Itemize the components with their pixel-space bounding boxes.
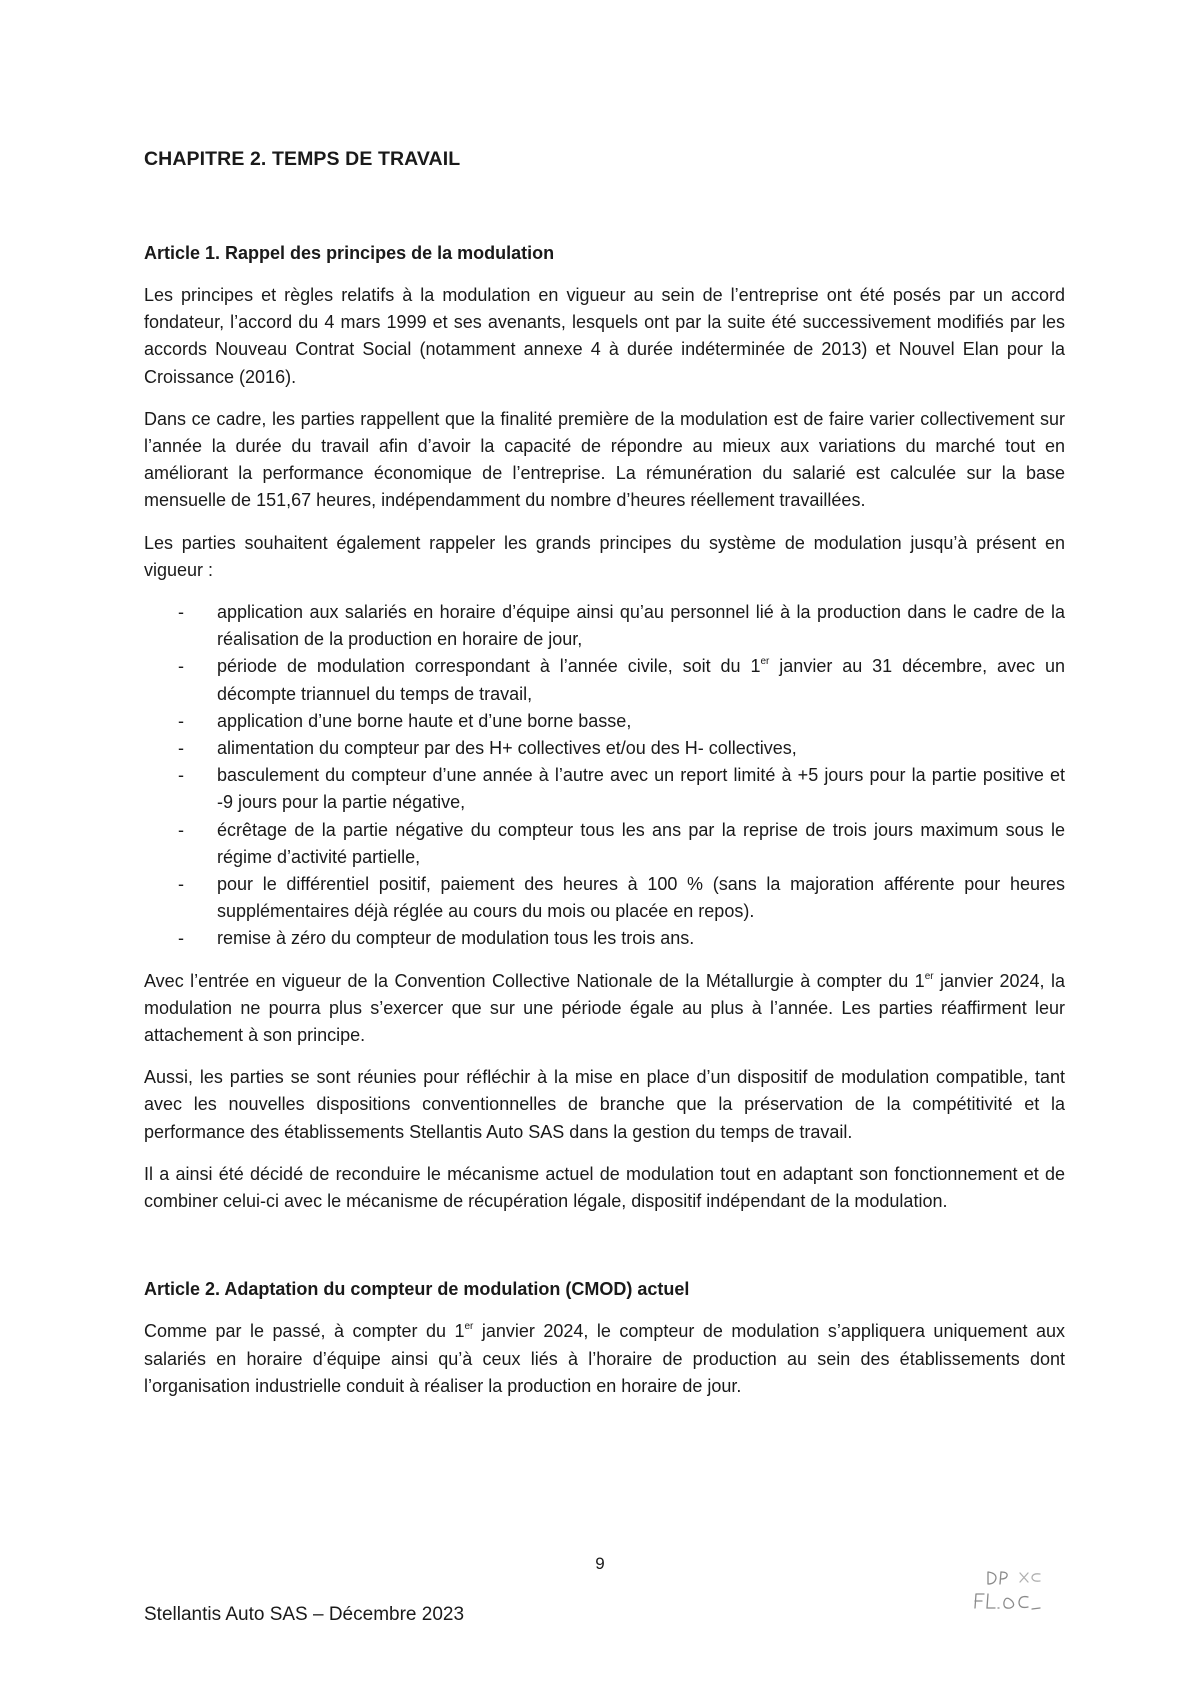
bullet-dash: - [178,928,184,949]
list-item [144,735,1065,762]
list-item-text: application d’une borne haute et d’une borne basse, [217,710,632,731]
bullet-dash: - [178,765,184,786]
list-item-text: écrêtage de la partie négative du compteur tous les ans par la reprise de trois jours maximum sous le régime d’activité partielle, [217,819,1065,867]
article-1-paragraph-5: Aussi, les parties se sont réunies pour réfléchir à la mise en place d’un dispositif de modulation compatible, tant avec les nouvelles dispositions conventionnelles de branche que la préservation de la compétitivité et la performance des établissements Stellantis Auto SAS dans la gestion du temps de travail. [144,1067,1065,1142]
list-item-text: application aux salariés en horaire d’équipe ainsi qu’au personnel lié à la production dans le cadre de la réalisation de la production en horaire de jour, [217,602,1065,650]
bullet-dash: - [178,710,184,731]
list-item-text: basculement du compteur d’une année à l’autre avec un report limité à +5 jours pour la partie positive et -9 jours pour la partie négative, [217,765,1065,813]
list-item-text: alimentation du compteur par des H+ collectives et/ou des H- collectives, [217,738,797,759]
superscript-er: er [760,656,770,668]
bullet-dash: - [178,738,184,759]
article-1-paragraph-2: Dans ce cadre, les parties rappellent que la finalité première de la modulation est de faire varier collectivement sur l’année la durée du travail afin d’avoir la capacité de répondre au mieux aux variations du marché tout en améliorant la performance économique de l’entreprise. La rémunération du salarié est calculée sur la base mensuelle de 151,67 heures, indépendamment du nombre d’heures réellement travaillées. [144,408,1065,511]
list-item [144,817,1065,871]
paragraph-text-end: janvier 2024, le compteur de modulation s’appliquera uniquement aux salariés en horaire d’équipe ainsi qu’à ceux liés à l’horaire de production au sein des établissements dont l’organisation industrielle conduit à réaliser la production en horaire de jour. [144,1321,1066,1396]
bullet-dash: - [178,874,184,895]
superscript-er: er [464,1321,474,1333]
superscript-er: er [924,970,934,982]
article-2-title: Article 2. Adaptation du compteur de modulation (CMOD) actuel [144,1279,690,1300]
chapter-title: CHAPITRE 2. TEMPS DE TRAVAIL [144,148,461,170]
list-item-text: pour le différentiel positif, paiement des heures à 100 % (sans la majoration afférente pour heures supplémentaires déjà réglée au cours du mois ou placée en repos). [217,874,1065,922]
list-item [144,653,1065,707]
article-1-paragraph-4 [144,968,1065,1050]
article-1-paragraph-6: Il a ainsi été décidé de reconduire le mécanisme actuel de modulation tout en adaptant son fonctionnement et de combiner celui-ci avec le mécanisme de récupération légale, dispositif indépendant de la modulation. [144,1163,1065,1212]
bullet-dash: - [178,656,184,677]
bullet-dash: - [178,819,184,840]
list-item [144,871,1065,925]
article-1-paragraph-3: Les parties souhaitent également rappeler les grands principes du système de modulation jusqu’à présent en vigueur : [144,532,1065,580]
paragraph-text-start: Comme par le passé, à compter du 1 [144,1321,465,1342]
paragraph-text-start: Avec l’entrée en vigueur de la Convention Collective Nationale de la Métallurgie à compter du 1 [144,970,925,991]
list-item [144,762,1065,816]
article-1-title: Article 1. Rappel des principes de la modulation [144,243,555,263]
principles-list [144,599,1065,953]
bullet-dash: - [178,602,184,623]
list-item-text-end: janvier au 31 décembre, avec un décompte triannuel du temps de travail, [217,656,1065,704]
article-1-paragraph-1: Les principes et règles relatifs à la modulation en vigueur au sein de l’entreprise ont été posés par un accord fondateur, l’accord du 4 mars 1999 et ses avenants, lesquels ont par la suite été successivement modifiés par les accords Nouveau Contrat Social (notamment annexe 4 à durée indéterminée de 2013) et Nouvel Elan pour la Croissance (2016). [144,285,1065,387]
page-content [144,148,1065,1400]
list-item [144,925,1065,952]
page-number: 9 [595,1554,605,1573]
footer-company-date: Stellantis Auto SAS – Décembre 2023 [144,1604,465,1625]
paragraph-text-end: janvier 2024, la modulation ne pourra plus s’exercer que sur une période égale au plus à l’année. Les parties réaffirment leur attachement à son principe. [144,970,1065,1046]
initials-signature-graphic [940,1564,1080,1624]
article-2-paragraph-1 [144,1318,1065,1400]
list-item-text: remise à zéro du compteur de modulation tous les trois ans. [217,928,695,949]
list-item [144,708,1065,735]
handwritten-initials [940,1564,1080,1624]
list-item-text-start: période de modulation correspondant à l’année civile, soit du 1 [217,656,761,677]
list-item [144,599,1065,653]
